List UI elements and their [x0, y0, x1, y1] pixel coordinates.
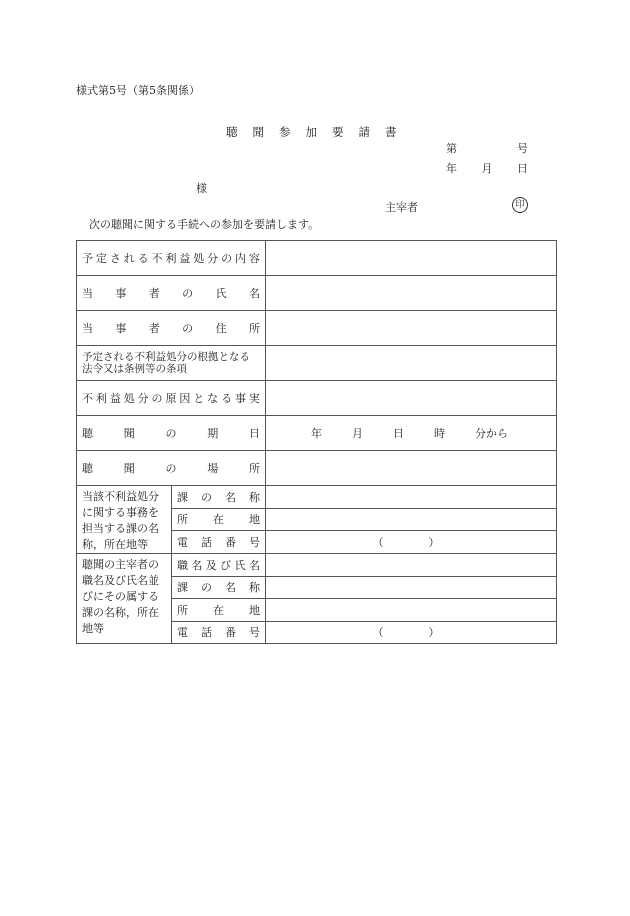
seal-icon: 印 — [512, 197, 528, 213]
row-label: 予 定 さ れ る 不 利 益 処 分 の 内 容 — [82, 252, 260, 265]
datetime-field: 年 月 日 時 分から — [311, 427, 508, 440]
document-title: 聴聞参加要請書 — [226, 125, 412, 139]
row-label: 職 名 及 び 氏 名 — [177, 558, 260, 572]
subrow-value-field[interactable] — [266, 531, 557, 554]
row-label-cell — [77, 451, 266, 486]
phone-field: （ ） — [372, 626, 440, 640]
table-row — [77, 241, 557, 276]
row-label-cell — [77, 276, 266, 311]
table-subrow — [77, 486, 557, 509]
row-value-field[interactable] — [266, 416, 557, 451]
table-subrow — [77, 554, 557, 577]
table-row — [77, 451, 557, 486]
hearing-form-table — [76, 240, 557, 644]
table-row — [77, 416, 557, 451]
table-row — [77, 381, 557, 416]
subrow-value-field[interactable] — [266, 576, 557, 599]
row-label: 課 の 名 称 — [177, 581, 260, 595]
intro-text: 次の聴聞に関する手続への参加を要請します。 — [89, 218, 320, 231]
subrow-value-field[interactable] — [266, 554, 557, 577]
row-label: 電 話 番 号 — [177, 626, 260, 640]
row-label-cell — [77, 311, 266, 346]
subrow-label-cell — [172, 531, 266, 554]
row-label: 課 の 名 称 — [177, 490, 260, 504]
row-label-cell — [77, 241, 266, 276]
row-value-field[interactable] — [266, 381, 557, 416]
date-line — [446, 160, 528, 176]
presider-label: 主宰者 — [385, 201, 418, 214]
table-row — [77, 311, 557, 346]
table-row — [77, 276, 557, 311]
number-suffix: 号 — [517, 142, 528, 155]
row-label-cell — [77, 346, 266, 381]
row-value-field[interactable] — [266, 241, 557, 276]
subrow-value-field[interactable] — [266, 486, 557, 509]
day-label: 日 — [517, 162, 528, 175]
row-value-field[interactable] — [266, 311, 557, 346]
phone-field: （ ） — [372, 536, 440, 550]
subrow-value-field[interactable] — [266, 599, 557, 622]
subrow-label-cell — [172, 486, 266, 509]
row-value-field[interactable] — [266, 276, 557, 311]
row-value-field[interactable] — [266, 451, 557, 486]
row-label-cell — [77, 416, 266, 451]
form-number: 様式第5号（第5条関係） — [76, 84, 200, 97]
document-number-line — [446, 140, 528, 156]
group-label: 聴聞の主宰者の職名及び氏名並びにその属する課の名称，所在地等 — [77, 554, 172, 644]
row-label: 電 話 番 号 — [177, 536, 260, 550]
subrow-value-field[interactable] — [266, 621, 557, 644]
subrow-value-field[interactable] — [266, 508, 557, 531]
row-label: 予定される不利益処分の根拠となる法令又は条例等の条項 — [82, 351, 250, 375]
group-label: 当該不利益処分に関する事務を担当する課の名称，所在地等 — [77, 486, 172, 554]
number-prefix: 第 — [446, 142, 457, 155]
row-value-field[interactable] — [266, 346, 557, 381]
subrow-label-cell — [172, 599, 266, 622]
addressee-suffix: 様 — [196, 182, 207, 195]
row-label: 所 在 地 — [177, 513, 260, 527]
subrow-label-cell — [172, 621, 266, 644]
table-row — [77, 346, 557, 381]
row-label: 不 利 益 処 分 の 原 因 と な る 事 実 — [82, 392, 260, 405]
row-label: 聴 聞 の 場 所 — [82, 462, 260, 475]
row-label: 聴 聞 の 期 日 — [82, 427, 260, 440]
year-label: 年 — [446, 162, 457, 175]
row-label: 当 事 者 の 住 所 — [82, 322, 260, 335]
row-label: 所 在 地 — [177, 603, 260, 617]
subrow-label-cell — [172, 508, 266, 531]
row-label: 当 事 者 の 氏 名 — [82, 287, 260, 300]
row-label-cell — [77, 381, 266, 416]
subrow-label-cell — [172, 576, 266, 599]
subrow-label-cell — [172, 554, 266, 577]
month-label: 月 — [481, 162, 493, 175]
